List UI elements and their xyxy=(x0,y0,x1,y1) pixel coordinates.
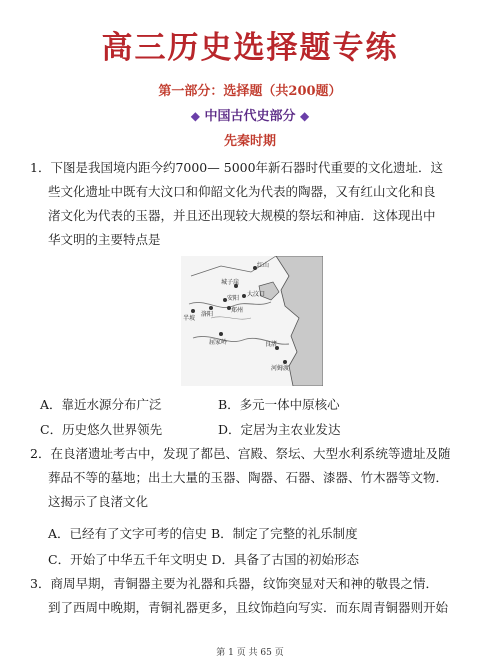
map-label: 半坡 xyxy=(183,315,196,322)
map-label: 河姆渡 xyxy=(271,365,290,372)
section-label: 中国古代史部分 xyxy=(204,109,296,124)
section-heading xyxy=(0,105,500,124)
map-label: 红山 xyxy=(257,262,270,269)
question-1-option-c: C．历史悠久世界领先 xyxy=(40,422,163,437)
page-title: 高三历史选择题专练 xyxy=(101,30,399,66)
diamond-icon: ◆ xyxy=(190,109,200,123)
subsection-heading: 先秦时期 xyxy=(223,134,276,149)
map-label: 大汶口 xyxy=(247,291,266,298)
question-1-option-a: A．靠近水源分布广泛 xyxy=(40,397,162,412)
question-1-option-d: D．定居为主农业发达 xyxy=(218,422,341,437)
question-2-options-ab: A．已经有了文字可考的信史 B．制定了完整的礼乐制度 xyxy=(48,526,358,541)
question-3-line: 3．商周早期，青铜器主要为礼器和兵器，纹饰突显对天和神的敬畏之情． xyxy=(30,576,438,591)
map-label: 良渚 xyxy=(265,341,278,348)
question-3-line: 到了西周中晚期，青铜礼器更多，且纹饰趋向写实．而东周青铜器则开始 xyxy=(48,600,449,615)
map-label: 洛阳 xyxy=(201,311,214,318)
question-1-line: 1．下图是我国境内距今约7000— 5000年新石器时代重要的文化遗址．这 xyxy=(30,160,444,175)
page-number: 第 1 页 共 65 页 xyxy=(216,648,284,658)
question-3 xyxy=(30,572,448,620)
question-1-line: 渚文化为代表的玉器，并且还出现较大规模的祭坛和神庙．这体现出中 xyxy=(48,208,436,223)
question-2-line: 葬品不等的墓地；出土大量的玉器、陶器、石器、漆器、竹木器等文物． xyxy=(48,470,449,485)
map-label: 安阳 xyxy=(227,295,240,302)
question-2-line: 这揭示了良渚文化 xyxy=(48,494,149,509)
question-2-options-cd: C．开始了中华五千年文明史 D．具备了古国的初始形态 xyxy=(48,552,360,567)
question-1-line: 华文明的主要特点是 xyxy=(48,232,161,247)
question-1-option-b: B．多元一体中原核心 xyxy=(218,397,340,412)
neolithic-sites-map xyxy=(181,256,323,386)
question-1-line: 些文化遗址中既有大汶口和仰韶文化为代表的陶器，又有红山文化和良 xyxy=(48,184,436,199)
map-label: 城子崖 xyxy=(221,279,240,286)
diamond-icon: ◆ xyxy=(300,109,310,123)
map-label: 郑州 xyxy=(231,307,244,314)
map-label: 屈家岭 xyxy=(209,339,228,346)
part-heading: 第一部分：选择题（共200题） xyxy=(158,84,342,99)
question-1 xyxy=(30,156,443,252)
question-2 xyxy=(30,442,450,514)
question-2-line: 2．在良渚遗址考古中，发现了都邑、宫殿、祭坛、大型水利系统等遗址及随 xyxy=(30,446,451,461)
